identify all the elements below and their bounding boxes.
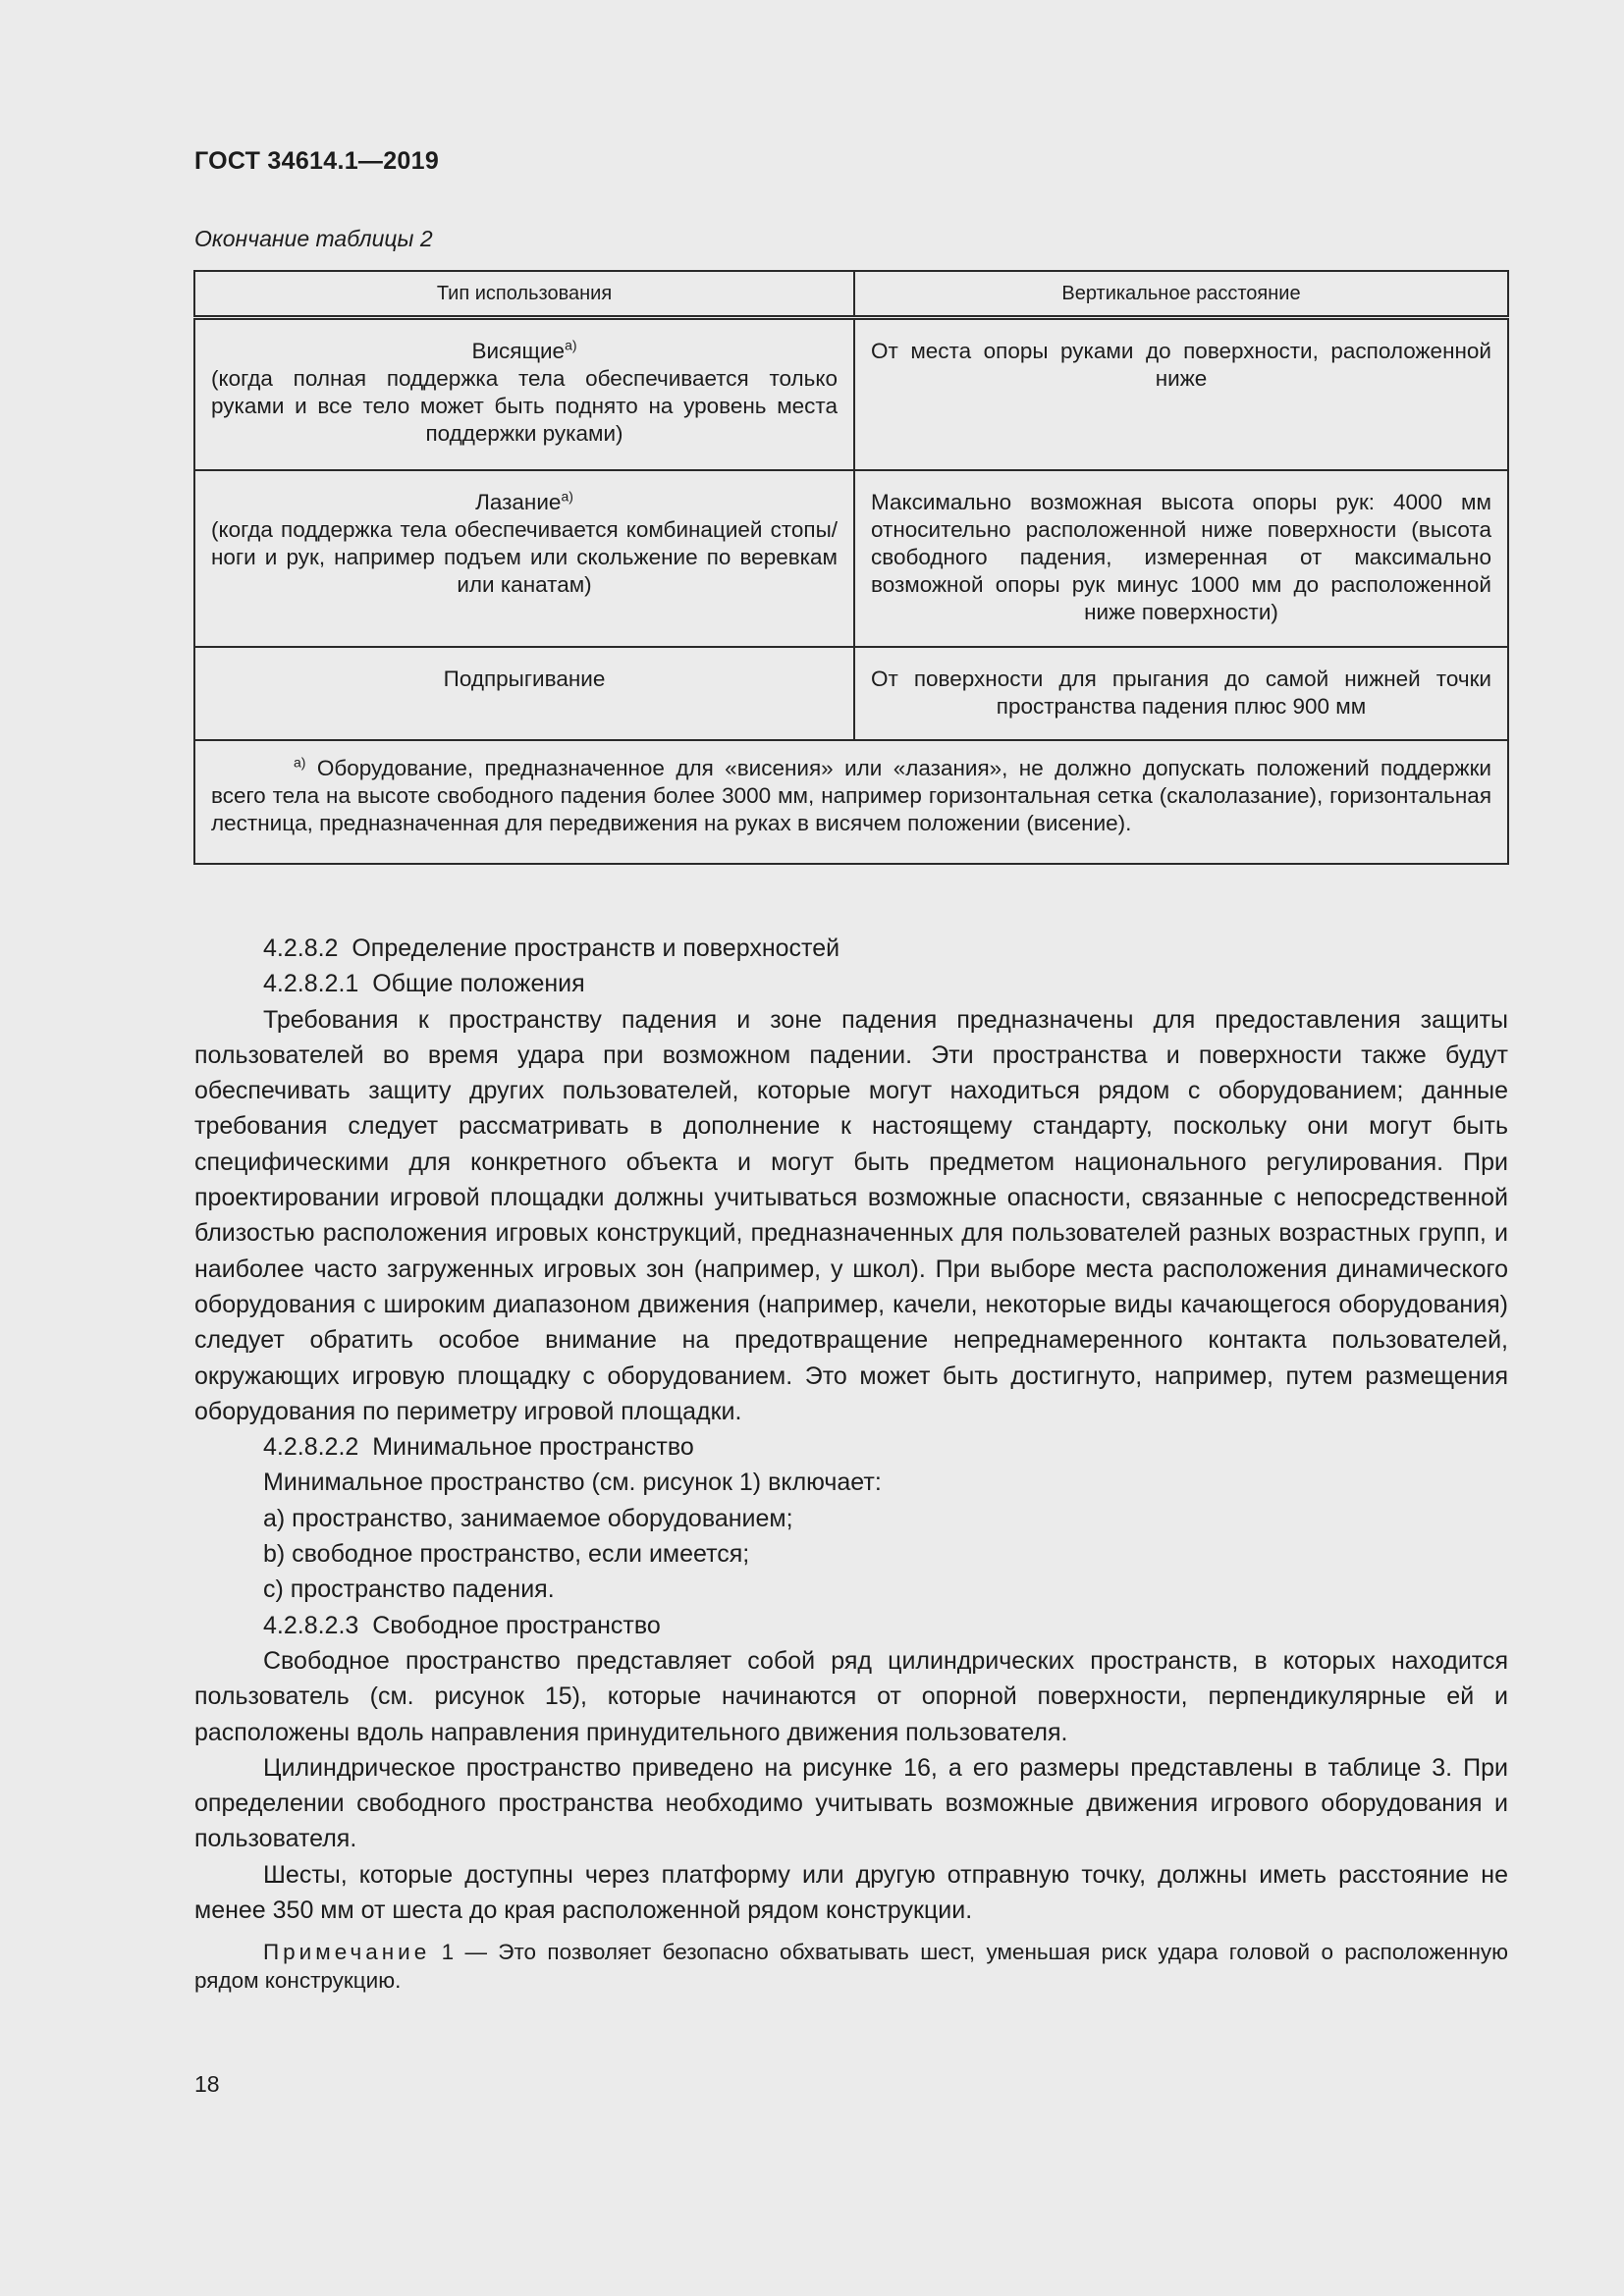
- usage-type: Лазание: [475, 490, 562, 514]
- table-cell-type: [194, 318, 854, 471]
- table-footnote-cell: [194, 740, 1508, 864]
- footnote-ref: а): [561, 488, 573, 505]
- note: [194, 1938, 1508, 1995]
- paragraph: Свободное пространство представляет собой ряд цилиндрических пространств, в которых находится пользователь (см. рисунок 15), которые начинаются от опорной поверхности, перпендикулярные ей и расположены вдоль направления принудительного движения пользователя.: [194, 1646, 1508, 1746]
- section-heading: 4.2.8.2.1 Общие положения: [263, 970, 585, 998]
- list-item: a) пространство, занимаемое оборудованием;: [263, 1504, 793, 1532]
- table-cell-distance: [854, 647, 1508, 740]
- section-heading: 4.2.8.2 Определение пространств и поверхностей: [263, 934, 840, 962]
- table-cell-distance: [854, 318, 1508, 471]
- table-header-row: [194, 271, 1508, 318]
- usage-type: Висящие: [471, 339, 566, 363]
- distance-text: От места опоры руками до поверхности, расположенной ниже: [871, 339, 1491, 391]
- table-cell-type: [194, 470, 854, 647]
- usage-type: Подпрыгивание: [443, 667, 606, 691]
- paragraph: Цилиндрическое пространство приведено на рисунке 16, а его размеры представлены в таблице 3. При определении свободного пространства необходимо учитывать возможные движения игрового оборудования и пользователя.: [194, 1753, 1508, 1853]
- note-label: Примечание: [263, 1940, 431, 1965]
- document-id: ГОСТ 34614.1—2019: [194, 147, 440, 175]
- table-footnote: Оборудование, предназначенное для «висения» или «лазания», не должно допускать положений поддержки всего тела на высоте свободного падения более 3000 мм, например горизонтальная сетка (скалолазание), горизонтальная лестница, предназначенная для передвижения на руках в висячем положении (висение).: [211, 756, 1491, 835]
- table-row: [194, 470, 1508, 647]
- table-footnote-row: [194, 740, 1508, 864]
- usage-description: (когда поддержка тела обеспечивается комбинацией стопы/ноги и рук, например подъем или скольжение по веревкам или канатам): [211, 517, 838, 597]
- footnote-mark: а): [294, 754, 306, 771]
- paragraph: Шесты, которые доступны через платформу или другую отправную точку, должны иметь расстояние не менее 350 мм от шеста до края расположенной рядом конструкции.: [194, 1860, 1508, 1925]
- usage-description: (когда полная поддержка тела обеспечивается только руками и все тело может быть поднято на уровень места поддержки руками): [211, 366, 838, 446]
- paragraph: Минимальное пространство (см. рисунок 1) включает:: [263, 1468, 882, 1497]
- table-cell-distance: [854, 470, 1508, 647]
- distance-text: От поверхности для прыгания до самой нижней точки пространства падения плюс 900 мм: [871, 667, 1491, 719]
- distance-text: Максимально возможная высота опоры рук: 4000 мм относительно расположенной ниже поверхности (высота свободного падения, измеренная от максимально возможной опоры рук минус 1000 мм до расположенной ниже поверхности): [871, 490, 1491, 624]
- column-header-type: Тип использования: [194, 271, 854, 318]
- page-number: 18: [194, 2071, 220, 2097]
- note-text: 1 — Это позволяет безопасно обхватывать шест, уменьшая риск удара головой о расположенную рядом конструкцию.: [194, 1940, 1508, 1994]
- table-caption: Окончание таблицы 2: [194, 226, 433, 251]
- section-heading: 4.2.8.2.2 Минимальное пространство: [263, 1433, 694, 1462]
- column-header-distance: Вертикальное расстояние: [854, 271, 1508, 318]
- body-text: [194, 931, 1508, 1995]
- list-item: c) пространство падения.: [263, 1575, 555, 1604]
- section-heading: 4.2.8.2.3 Свободное пространство: [263, 1611, 661, 1639]
- table-2: [193, 270, 1509, 865]
- table-cell-type: [194, 647, 854, 740]
- table-row: [194, 647, 1508, 740]
- paragraph: Требования к пространству падения и зоне падения предназначены для предоставления защиты пользователей во время удара при возможном падении. Эти пространства и поверхности также будут обеспечивать защиту других пользователей, которые могут находиться рядом с оборудованием; данные требования следует рассматривать в дополнение к настоящему стандарту, поскольку они могут быть специфическими для конкретного объекта и могут быть предметом национального регулирования. При проектировании игровой площадки должны учитываться возможные опасности, связанные с непосредственной близостью расположения игровых конструкций, предназначенных для пользователей разных возрастных групп, и наиболее часто загруженных игровых зон (например, у школ). При выборе места расположения динамического оборудования с широким диапазоном движения (например, качели, некоторые виды качающегося оборудования) следует обратить особое внимание на предотвращение непреднамеренного контакта пользователей, окружающих игровую площадку с оборудованием. Это может быть достигнуто, например, путем размещения оборудования по периметру игровой площадки.: [194, 1005, 1508, 1425]
- list-item: b) свободное пространство, если имеется;: [263, 1540, 750, 1569]
- table-row: [194, 318, 1508, 471]
- footnote-ref: а): [565, 337, 577, 353]
